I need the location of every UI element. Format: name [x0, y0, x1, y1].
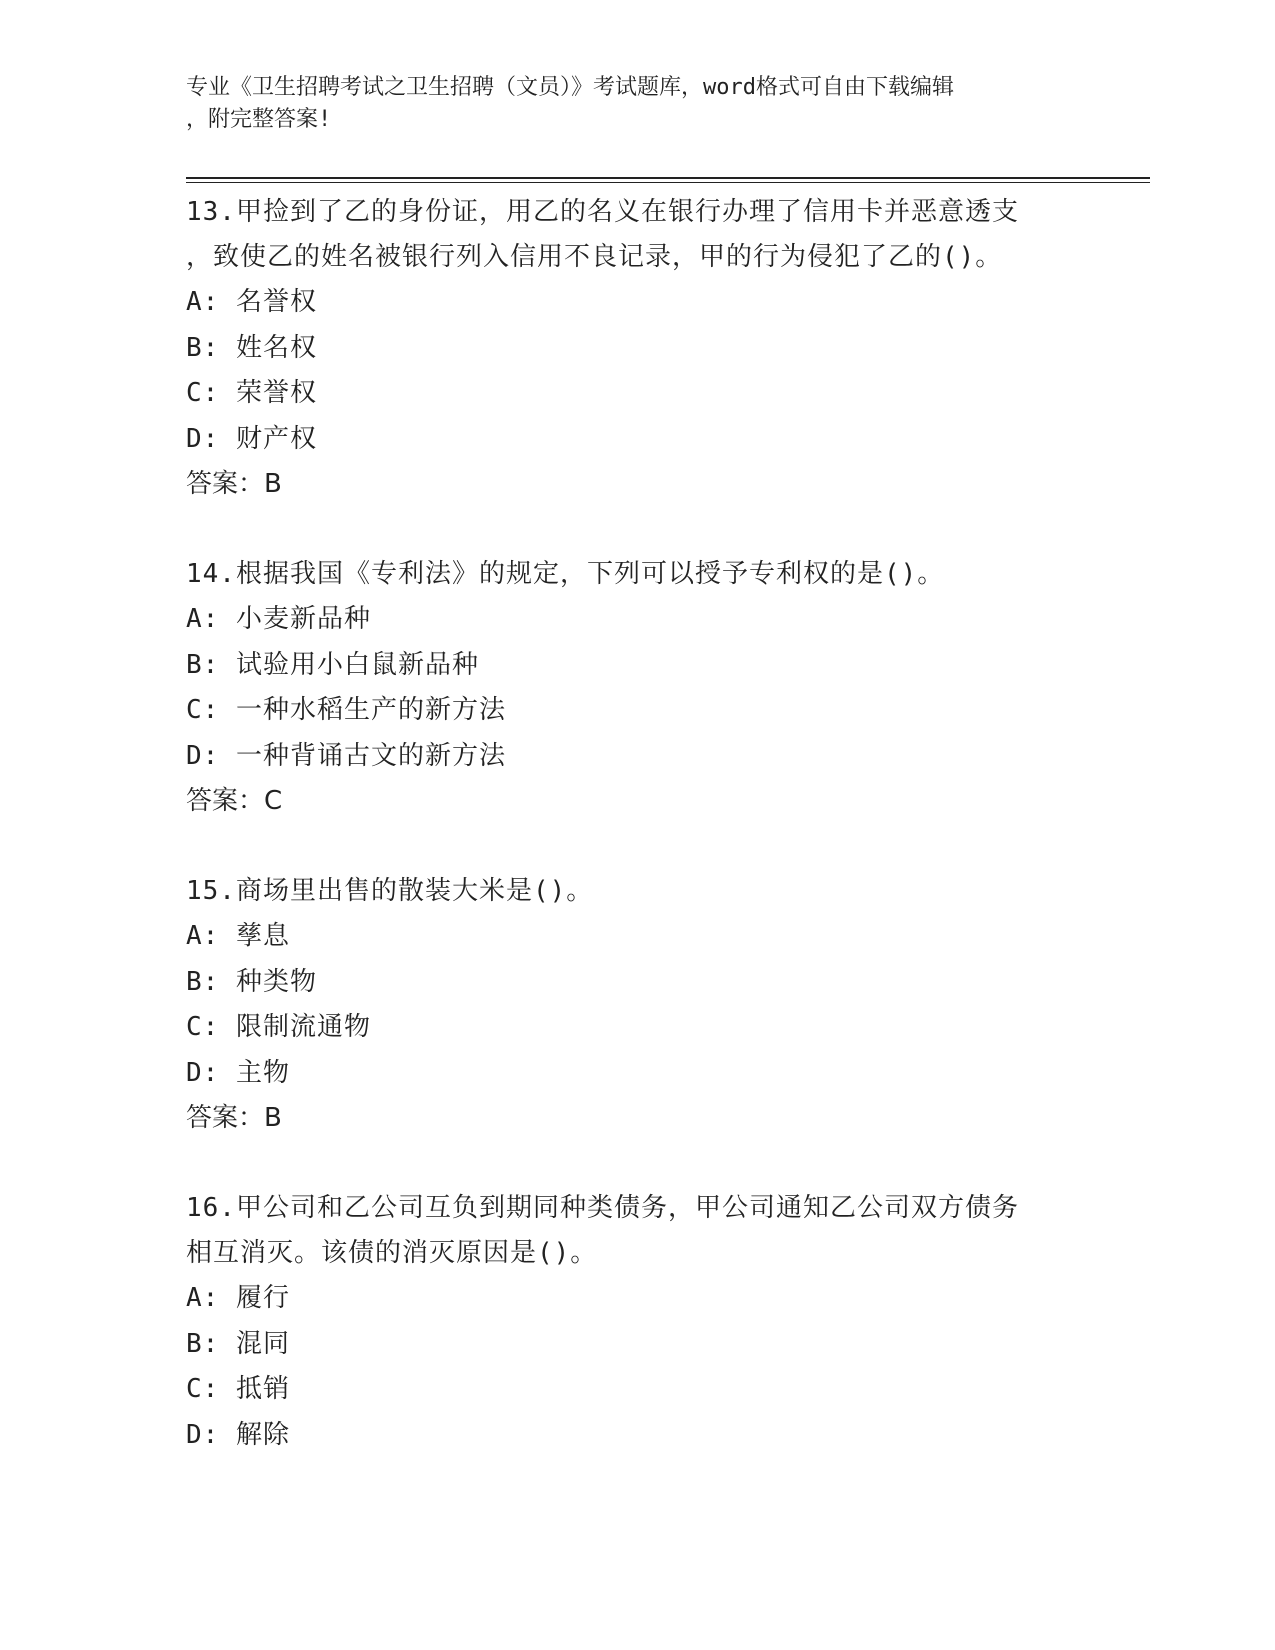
question-stem: 15.商场里出售的散装大米是()。: [186, 876, 594, 906]
option-a: A: 孳息: [186, 921, 290, 951]
question-stem-continued: ，致使乙的姓名被银行列入信用不良记录，甲的行为侵犯了乙的()。: [186, 242, 1003, 272]
option-c: C: 一种水稻生产的新方法: [186, 695, 506, 725]
question-stem: 16.甲公司和乙公司互负到期同种类债务，甲公司通知乙公司双方债务: [186, 1193, 1019, 1223]
question-15: [186, 869, 1066, 1141]
question-13: [186, 190, 1066, 507]
answer-line: 答案：B: [186, 1103, 282, 1133]
option-c: C: 抵销: [186, 1374, 290, 1404]
option-c: C: 荣誉权: [186, 378, 317, 408]
option-b: B: 试验用小白鼠新品种: [186, 649, 479, 680]
header-divider: [186, 177, 1150, 179]
option-c: C: 限制流通物: [186, 1012, 371, 1042]
header-title-line-2: ，附完整答案!: [186, 107, 332, 132]
question-16: [186, 1186, 1066, 1458]
answer-line: 答案：B: [186, 469, 282, 499]
option-d: D: 解除: [186, 1419, 290, 1450]
option-a: A: 小麦新品种: [186, 604, 371, 634]
question-stem: 13.甲捡到了乙的身份证，用乙的名义在银行办理了信用卡并恶意透支: [186, 197, 1019, 227]
option-a: A: 履行: [186, 1283, 290, 1313]
page-header: [186, 72, 1066, 136]
answer-line: 答案：C: [186, 786, 283, 816]
option-a: A: 名誉权: [186, 287, 317, 317]
option-b: B: 种类物: [186, 966, 317, 997]
option-d: D: 财产权: [186, 423, 317, 454]
header-title-line-1: 专业《卫生招聘考试之卫生招聘（文员）》考试题库，word格式可自由下载编辑: [186, 75, 954, 100]
question-14: [186, 552, 1066, 824]
option-b: B: 姓名权: [186, 332, 317, 363]
question-stem: 14.根据我国《专利法》的规定，下列可以授予专利权的是()。: [186, 559, 945, 589]
question-stem-continued: 相互消灭。该债的消灭原因是()。: [186, 1238, 598, 1268]
question-list: [186, 190, 1066, 1503]
option-d: D: 主物: [186, 1057, 290, 1088]
option-b: B: 混同: [186, 1328, 290, 1359]
header-divider-thin: [186, 182, 1150, 183]
option-d: D: 一种背诵古文的新方法: [186, 740, 506, 771]
